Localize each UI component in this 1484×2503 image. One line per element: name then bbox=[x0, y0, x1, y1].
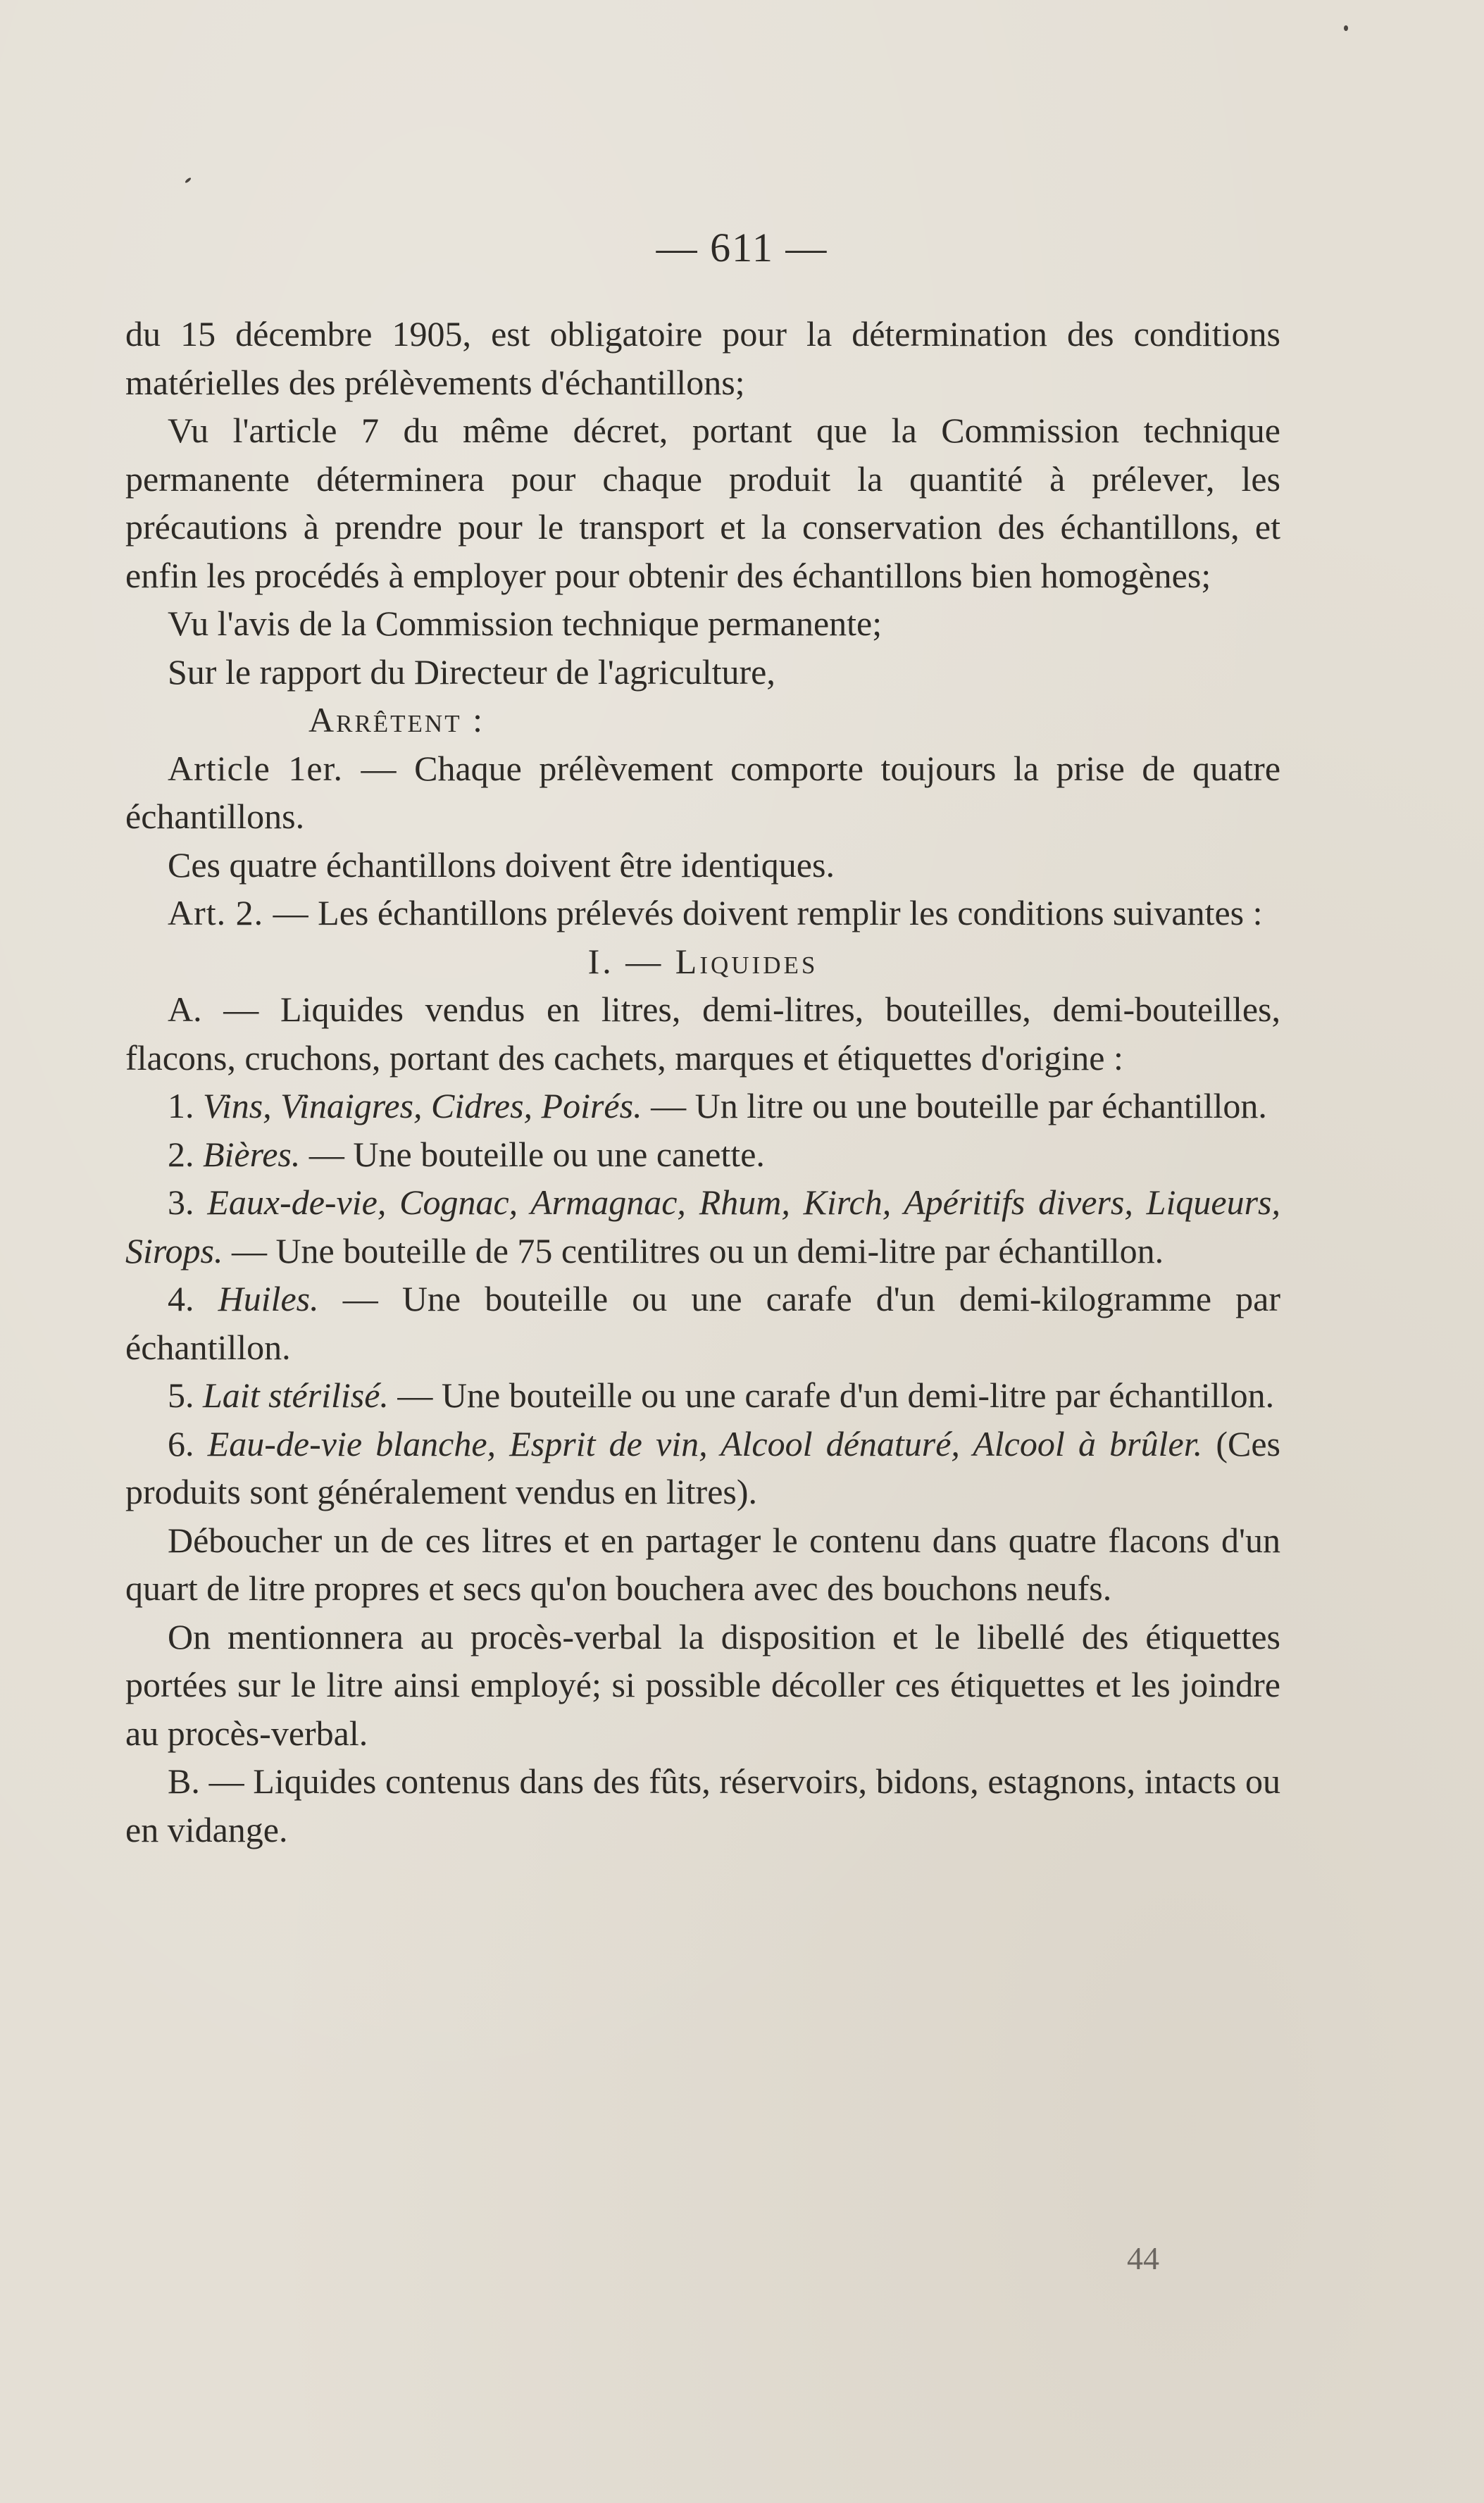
ink-speck bbox=[1344, 25, 1348, 31]
list-item bbox=[125, 1178, 1280, 1275]
item-name: Huiles. bbox=[194, 1279, 319, 1318]
article-1 bbox=[125, 744, 1280, 841]
item-name: Bières. bbox=[194, 1134, 301, 1174]
item-number: 5. bbox=[168, 1375, 194, 1415]
subsection-a bbox=[125, 985, 1280, 1082]
page-number: — 611 — bbox=[656, 225, 828, 270]
item-name: Vins, Vinaigres, Cidres, Poirés. bbox=[194, 1086, 642, 1125]
article-label: Art. 2. — bbox=[168, 893, 309, 932]
article-text: Chaque prélèvement comporte toujours la prise de quatre échantillons. bbox=[125, 748, 1281, 836]
subsection-text: Liquides contenus dans des fûts, réservoirs, bidons, estagnons, intacts ou en vidange. bbox=[125, 1761, 1280, 1849]
list-item bbox=[125, 1371, 1280, 1420]
paragraph: On mentionnera au procès-verbal la disposition et le libellé des étiquettes portées sur le litre ainsi employé; si possible décoller ces étiquettes et les joindre au procès-verbal. bbox=[125, 1616, 1280, 1753]
paragraph: Sur le rapport du Directeur de l'agriculture, bbox=[168, 651, 775, 692]
paragraph: Déboucher un de ces litres et en partager le contenu dans quatre flacons d'un quart de litre propres et secs qu'on bouchera avec des bouchons neufs. bbox=[125, 1520, 1280, 1608]
paragraph: Vu l'avis de la Commission technique permanente; bbox=[168, 604, 883, 643]
subsection-text: Liquides vendus en litres, demi-litres, bouteilles, demi-bouteilles, flacons, cruchons, portant des cachets, marques et étiquettes d'origine : bbox=[125, 990, 1281, 1078]
ink-speck bbox=[185, 177, 192, 183]
item-number: 1. bbox=[168, 1086, 194, 1125]
list-item bbox=[125, 1130, 1280, 1179]
article-label: Article 1er. — bbox=[168, 748, 397, 788]
item-text: — Une bouteille de 75 centilitres ou un demi-litre par échantillon. bbox=[223, 1230, 1164, 1271]
paragraph: Ces quatre échantillons doivent être identiques. bbox=[168, 844, 835, 885]
page-body bbox=[125, 310, 1280, 1854]
item-number: 3. bbox=[168, 1182, 194, 1222]
paragraph: Vu l'article 7 du même décret, portant que la Commission technique permanente déterminera pour chaque produit la quantité à prélever, les précautions à prendre pour le transport et la conservation des échantillons, et enfin les procédés à employer pour obtenir des échantillons bien homogènes; bbox=[125, 411, 1280, 595]
item-name: Lait stérilisé. bbox=[194, 1375, 389, 1415]
item-text: — Une bouteille ou une carafe d'un demi-kilogramme par échantillon. bbox=[125, 1279, 1281, 1367]
list-item bbox=[125, 1420, 1280, 1516]
item-text: — Un litre ou une bouteille par échantillon. bbox=[642, 1086, 1267, 1125]
signature-mark: 44 bbox=[1127, 2240, 1159, 2276]
item-text: — Une bouteille ou une carafe d'un demi-litre par échantillon. bbox=[388, 1375, 1275, 1415]
list-item bbox=[125, 1082, 1280, 1130]
article-text: Les échantillons prélevés doivent remplir les conditions suivantes : bbox=[308, 893, 1263, 932]
item-number: 4. bbox=[168, 1279, 194, 1318]
item-name: Eaux-de-vie, Cognac, Armagnac, Rhum, Kirch, Apéritifs divers, Liqueurs, Sirops. bbox=[125, 1182, 1280, 1271]
subsection-label: A. — bbox=[168, 990, 259, 1029]
subsection-b bbox=[125, 1757, 1280, 1854]
item-text: — Une bouteille ou une canette. bbox=[300, 1134, 765, 1174]
arretent-heading: Arrêtent : bbox=[308, 700, 485, 739]
item-name: Eau-de-vie blanche, Esprit de vin, Alcool dénaturé, Alcool à brûler. bbox=[194, 1423, 1203, 1463]
section-heading: I. — Liquides bbox=[587, 941, 818, 981]
paragraph: du 15 décembre 1905, est obligatoire pour la détermination des conditions matérielles des prélèvements d'échantillons; bbox=[125, 314, 1280, 402]
subsection-label: B. — bbox=[168, 1761, 244, 1801]
item-number: 2. bbox=[168, 1134, 194, 1174]
list-item bbox=[125, 1275, 1280, 1371]
item-number: 6. bbox=[168, 1423, 194, 1463]
article-2 bbox=[125, 889, 1280, 937]
item-text: (Ces produits sont généralement vendus en litres). bbox=[125, 1423, 1281, 1511]
